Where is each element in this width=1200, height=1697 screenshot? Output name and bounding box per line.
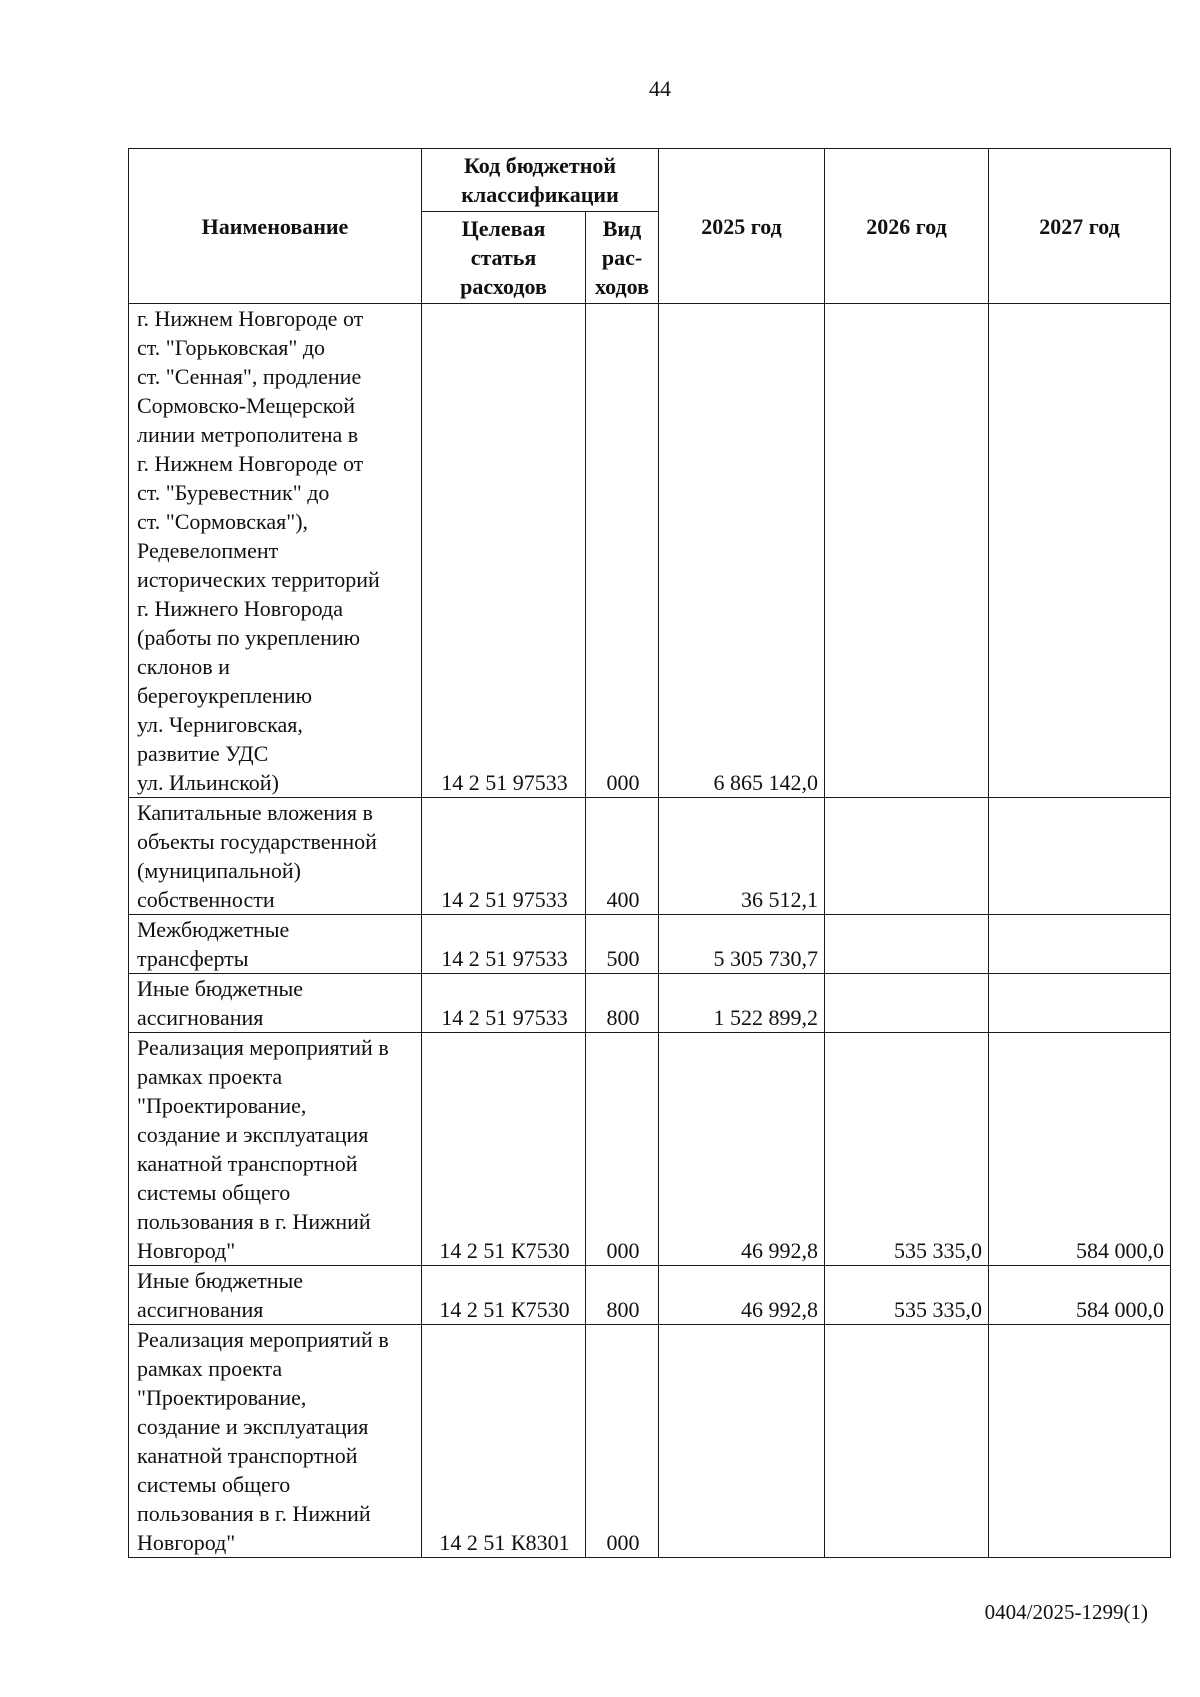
row-amount-2025 — [659, 1325, 825, 1558]
table-row — [129, 915, 1171, 974]
row-expense-kind: 000 — [586, 304, 659, 798]
row-amount-2025: 46 992,8 — [659, 1266, 825, 1325]
table-row — [129, 1266, 1171, 1325]
row-target-article: 14 2 51 97533 — [422, 974, 586, 1033]
row-amount-2025: 5 305 730,7 — [659, 915, 825, 974]
header-year-2027: 2027 год — [989, 149, 1171, 304]
row-target-article: 14 2 51 К8301 — [422, 1325, 586, 1558]
row-amount-2026: 535 335,0 — [825, 1266, 989, 1325]
row-name: Капитальные вложения в объекты государственной (муниципальной) собственности — [129, 798, 422, 915]
table-header — [129, 149, 1171, 304]
row-amount-2025: 46 992,8 — [659, 1033, 825, 1266]
header-year-2026: 2026 год — [825, 149, 989, 304]
header-expense-kind: Вид рас- ходов — [586, 212, 659, 304]
row-name: Межбюджетные трансферты — [129, 915, 422, 974]
header-name: Наименование — [129, 149, 422, 304]
header-year-2025: 2025 год — [659, 149, 825, 304]
page-number: 44 — [649, 76, 671, 101]
row-amount-2027: 584 000,0 — [989, 1266, 1171, 1325]
row-amount-2026 — [825, 915, 989, 974]
row-target-article: 14 2 51 97533 — [422, 798, 586, 915]
row-expense-kind: 500 — [586, 915, 659, 974]
row-name: Иные бюджетные ассигнования — [129, 974, 422, 1033]
row-amount-2027 — [989, 304, 1171, 798]
table-row — [129, 304, 1171, 798]
row-amount-2027 — [989, 1325, 1171, 1558]
row-amount-2026 — [825, 798, 989, 915]
row-target-article: 14 2 51 97533 — [422, 915, 586, 974]
row-amount-2025: 6 865 142,0 — [659, 304, 825, 798]
row-amount-2027 — [989, 798, 1171, 915]
row-amount-2025: 36 512,1 — [659, 798, 825, 915]
row-name: Реализация мероприятий в рамках проекта "Проектирование, создание и эксплуатация канатной транспортной системы общего пользования в г. Нижний Новгород" — [129, 1325, 422, 1558]
row-amount-2027 — [989, 974, 1171, 1033]
row-amount-2027 — [989, 915, 1171, 974]
row-target-article: 14 2 51 К7530 — [422, 1033, 586, 1266]
row-amount-2026: 535 335,0 — [825, 1033, 989, 1266]
row-amount-2025: 1 522 899,2 — [659, 974, 825, 1033]
header-kbk-group: Код бюджетной классификации — [422, 149, 659, 212]
table-row — [129, 798, 1171, 915]
row-amount-2027: 584 000,0 — [989, 1033, 1171, 1266]
row-name: Реализация мероприятий в рамках проекта "Проектирование, создание и эксплуатация канатной транспортной системы общего пользования в г. Нижний Новгород" — [129, 1033, 422, 1266]
row-expense-kind: 000 — [586, 1325, 659, 1558]
budget-table — [128, 148, 1171, 1558]
table-row — [129, 1033, 1171, 1266]
table-row — [129, 974, 1171, 1033]
document-code: 0404/2025-1299(1) — [984, 1600, 1148, 1624]
row-name: г. Нижнем Новгороде от ст. "Горьковская" до ст. "Сенная", продление Сормовско-Мещерской линии метрополитена в г. Нижнем Новгороде от ст. "Буревестник" до ст. "Сормовская"), Редевелопмент исторических территорий г. Нижнего Новгорода (работы по укреплению склонов и берегоукреплению ул. Черниговская, развитие УДС ул. Ильинской) — [129, 304, 422, 798]
table-row — [129, 1325, 1171, 1558]
row-target-article: 14 2 51 97533 — [422, 304, 586, 798]
row-expense-kind: 400 — [586, 798, 659, 915]
row-expense-kind: 800 — [586, 974, 659, 1033]
row-expense-kind: 800 — [586, 1266, 659, 1325]
row-amount-2026 — [825, 1325, 989, 1558]
row-name: Иные бюджетные ассигнования — [129, 1266, 422, 1325]
table-body — [129, 304, 1171, 1558]
header-target-article: Целевая статья расходов — [422, 212, 586, 304]
row-target-article: 14 2 51 К7530 — [422, 1266, 586, 1325]
row-amount-2026 — [825, 304, 989, 798]
row-expense-kind: 000 — [586, 1033, 659, 1266]
row-amount-2026 — [825, 974, 989, 1033]
